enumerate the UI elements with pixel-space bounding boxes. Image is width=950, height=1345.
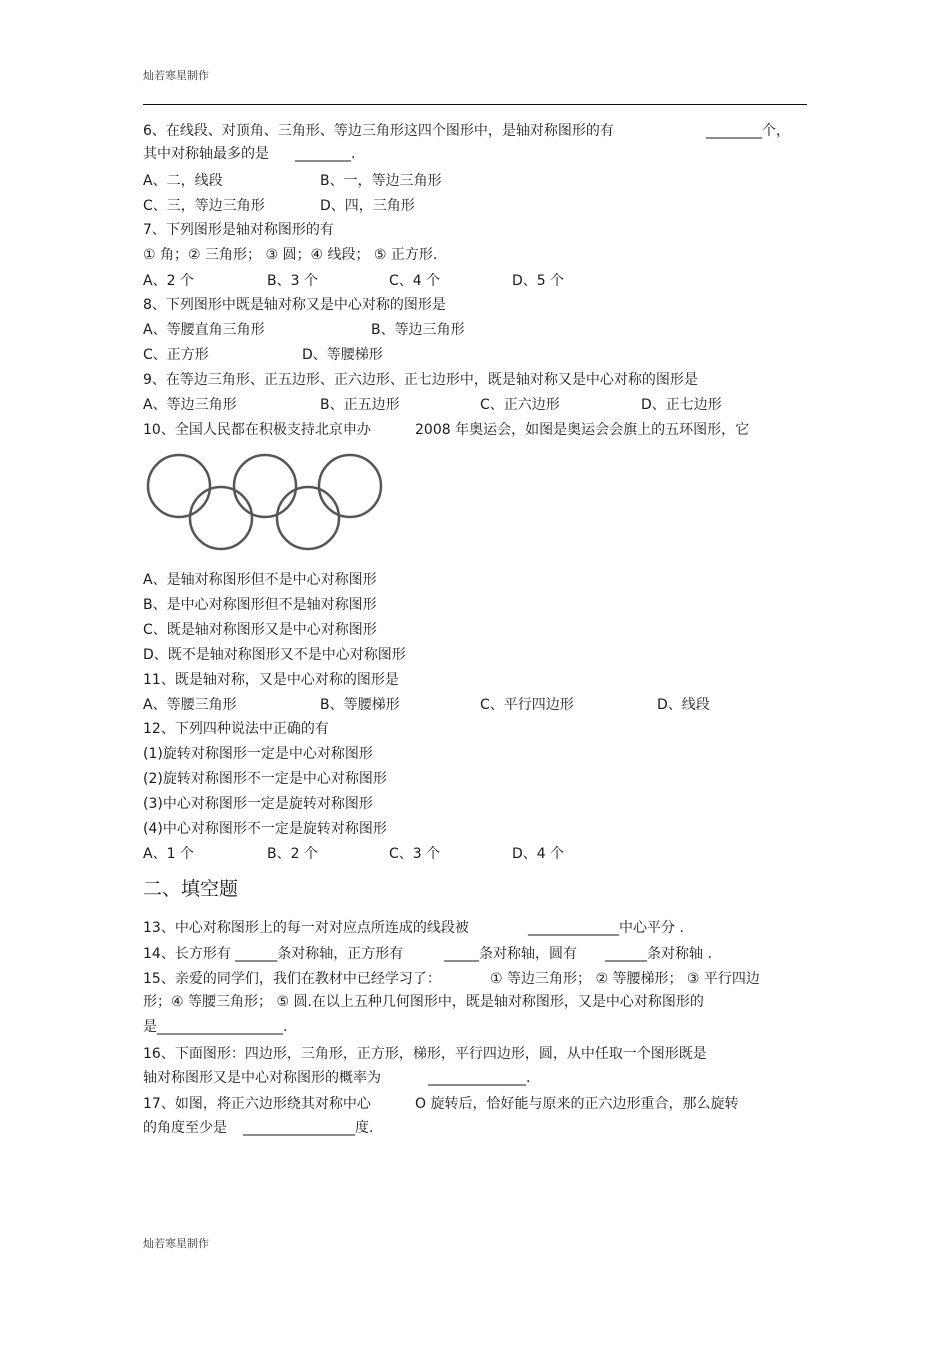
q7-option-c: C、4 个 — [389, 273, 441, 289]
page-header: 灿若寒星制作 — [143, 69, 209, 82]
ring-2 — [234, 455, 296, 517]
q13-stem: 13、中心对称图形上的每一对对应点所连成的线段被 — [143, 920, 469, 936]
q15-line1-part2: ① 等边三角形； ② 等腰梯形； ③ 平行四边 — [490, 971, 760, 987]
ring-4 — [190, 487, 252, 549]
section-title-fill-blank: 二、填空题 — [143, 878, 239, 900]
olympic-rings-figure — [140, 448, 390, 558]
q12-statement-2: (2)旋转对称图形不一定是中心对称图形 — [143, 771, 387, 787]
q7-option-d: D、5 个 — [512, 273, 565, 289]
q15-line3: 是__________________. — [143, 1019, 288, 1035]
q12-option-d: D、4 个 — [512, 846, 565, 862]
ring-5 — [277, 487, 339, 549]
q17-line1-part2: O 旋转后，恰好能与原来的正六边形重合，那么旋转 — [415, 1096, 739, 1112]
q10-stem-part2: 2008 年奥运会，如图是奥运会会旗上的五环图形，它 — [415, 422, 750, 438]
q6-option-d: D、四，三角形 — [320, 198, 415, 214]
q7-option-a: A、2 个 — [143, 273, 194, 289]
q12-option-b: B、2 个 — [267, 846, 318, 862]
q10-option-a: A、是轴对称图形但不是中心对称图形 — [143, 572, 377, 588]
q12-option-c: C、3 个 — [389, 846, 441, 862]
q14-part1: 14、长方形有 ______条对称轴，正方形有 — [143, 946, 404, 962]
q12-statement-3: (3)中心对称图形一定是旋转对称图形 — [143, 796, 373, 812]
q7-stem: 7、下列图形是轴对称图形的有 — [143, 222, 334, 238]
q6-blank2: ________. — [295, 146, 356, 162]
q16-blank: ______________. — [428, 1070, 531, 1086]
q10-stem-part1: 10、全国人民都在积极支持北京申办 — [143, 422, 371, 438]
q13-blank: _____________中心平分 . — [528, 920, 684, 936]
q11-option-b: B、等腰梯形 — [320, 697, 400, 713]
q8-stem: 8、下列图形中既是轴对称又是中心对称的图形是 — [143, 297, 446, 313]
q10-option-b: B、是中心对称图形但不是轴对称图形 — [143, 597, 377, 613]
q14-part2: _____条对称轴，圆有 — [444, 946, 577, 962]
q10-option-d: D、既不是轴对称图形又不是中心对称图形 — [143, 647, 406, 663]
q10-option-c: C、既是轴对称图形又是中心对称图形 — [143, 622, 377, 638]
header-rule — [143, 104, 807, 105]
q12-statement-1: (1)旋转对称图形一定是中心对称图形 — [143, 746, 373, 762]
q7-items: ① 角；② 三角形； ③ 圆；④ 线段； ⑤ 正方形. — [143, 247, 438, 263]
q11-option-a: A、等腰三角形 — [143, 697, 237, 713]
q12-statement-4: (4)中心对称图形不一定是旋转对称图形 — [143, 821, 387, 837]
q11-option-d: D、线段 — [657, 697, 710, 713]
q8-option-b: B、等边三角形 — [371, 322, 465, 338]
q8-option-d: D、等腰梯形 — [302, 347, 383, 363]
q17-line2: 的角度至少是 — [143, 1120, 227, 1136]
ring-1 — [148, 455, 210, 517]
q9-option-d: D、正七边形 — [641, 397, 722, 413]
ring-3 — [319, 455, 381, 517]
q16-line2: 轴对称图形又是中心对称图形的概率为 — [143, 1070, 381, 1086]
q6-option-a: A、二，线段 — [143, 173, 223, 189]
q12-stem: 12、下列四种说法中正确的有 — [143, 721, 329, 737]
q16-line1: 16、下面图形：四边形，三角形，正方形，梯形，平行四边形，圆，从中任取一个图形既是 — [143, 1046, 707, 1062]
q6-stem-line1: 6、在线段、对顶角、三角形、等边三角形这四个图形中，是轴对称图形的有 — [143, 123, 614, 139]
q17-blank: ________________度. — [243, 1120, 374, 1136]
q15-line2: 形；④ 等腰三角形； ⑤ 圆.在以上五种几何图形中，既是轴对称图形，又是中心对称图形的 — [143, 994, 704, 1010]
q8-option-c: C、正方形 — [143, 347, 209, 363]
q9-option-b: B、正五边形 — [320, 397, 400, 413]
q15-line1-part1: 15、亲爱的同学们，我们在教材中已经学习了： — [143, 971, 441, 987]
q12-option-a: A、1 个 — [143, 846, 194, 862]
q8-option-a: A、等腰直角三角形 — [143, 322, 265, 338]
q9-stem: 9、在等边三角形、正五边形、正六边形、正七边形中，既是轴对称又是中心对称的图形是 — [143, 372, 698, 388]
q9-option-c: C、正六边形 — [480, 397, 560, 413]
page-footer: 灿若寒星制作 — [143, 1237, 209, 1250]
q17-line1-part1: 17、如图，将正六边形绕其对称中心 — [143, 1096, 371, 1112]
q6-option-b: B、一，等边三角形 — [320, 173, 442, 189]
q9-option-a: A、等边三角形 — [143, 397, 237, 413]
q6-stem-line2: 其中对称轴最多的是 — [143, 146, 269, 162]
q6-blank1: ________个， — [706, 123, 790, 139]
q11-option-c: C、平行四边形 — [480, 697, 574, 713]
q6-option-c: C、三，等边三角形 — [143, 198, 265, 214]
q14-part3: ______条对称轴 . — [605, 946, 712, 962]
q11-stem: 11、既是轴对称，又是中心对称的图形是 — [143, 672, 399, 688]
q7-option-b: B、3 个 — [267, 273, 318, 289]
